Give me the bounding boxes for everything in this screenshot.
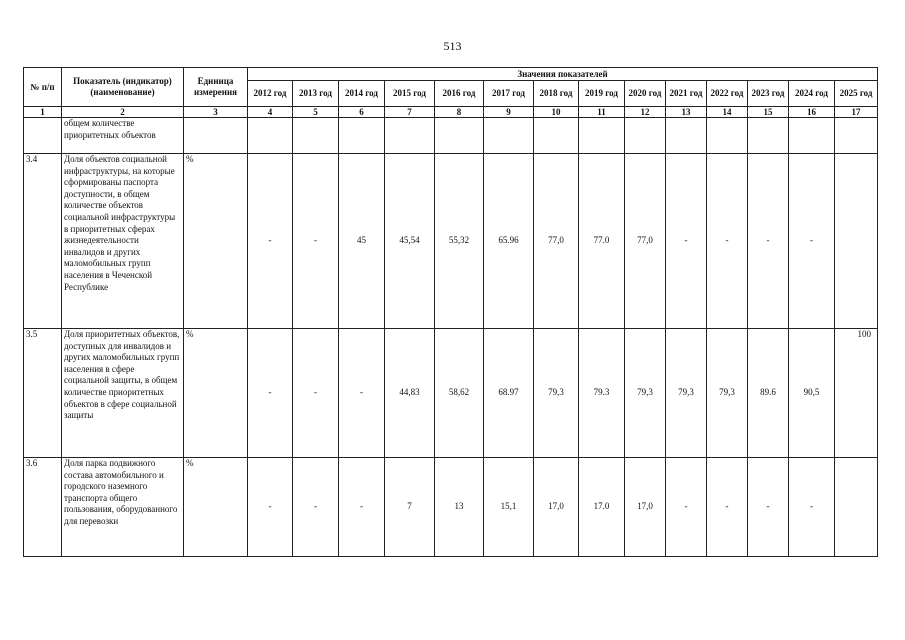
column-number: 12 — [625, 107, 666, 118]
value-cell: 89.6 — [748, 329, 789, 458]
header-year: 2018 год — [534, 81, 579, 107]
column-number: 17 — [835, 107, 878, 118]
indicator-name: общем количестве приоритетных объектов — [62, 118, 184, 154]
header-no: № п/п — [24, 68, 62, 107]
header-year: 2014 год — [339, 81, 385, 107]
value-cell — [835, 118, 878, 154]
value-cell: - — [248, 154, 293, 329]
value-cell: 7 — [385, 458, 435, 557]
header-year: 2019 год — [579, 81, 625, 107]
column-number: 11 — [579, 107, 625, 118]
column-number: 9 — [484, 107, 534, 118]
value-cell: - — [248, 329, 293, 458]
value-cell — [579, 118, 625, 154]
value-cell: 100 — [835, 329, 878, 458]
value-cell: - — [293, 154, 339, 329]
value-cell: 15,1 — [484, 458, 534, 557]
header-year: 2023 год — [748, 81, 789, 107]
table-row — [24, 458, 878, 557]
indicators-table — [23, 67, 878, 557]
row-number: 3.6 — [24, 458, 62, 557]
header-year: 2021 год — [666, 81, 707, 107]
value-cell: - — [666, 458, 707, 557]
column-number: 14 — [707, 107, 748, 118]
value-cell: 45,54 — [385, 154, 435, 329]
value-cell: 65.96 — [484, 154, 534, 329]
value-cell: - — [789, 154, 835, 329]
value-cell: 17,0 — [625, 458, 666, 557]
value-cell: - — [293, 458, 339, 557]
value-cell: 90,5 — [789, 329, 835, 458]
header-year: 2024 год — [789, 81, 835, 107]
value-cell: 55,32 — [435, 154, 484, 329]
header-year: 2017 год — [484, 81, 534, 107]
value-cell: - — [748, 458, 789, 557]
row-number: 3.4 — [24, 154, 62, 329]
column-number: 16 — [789, 107, 835, 118]
header-values-group: Значения показателей — [248, 68, 878, 81]
value-cell: 45 — [339, 154, 385, 329]
value-cell: - — [339, 458, 385, 557]
value-cell: 79,3 — [707, 329, 748, 458]
value-cell — [666, 118, 707, 154]
column-number: 8 — [435, 107, 484, 118]
header-unit: Единица измерения — [184, 68, 248, 107]
value-cell — [248, 118, 293, 154]
value-cell — [707, 118, 748, 154]
value-cell — [385, 118, 435, 154]
value-cell — [339, 118, 385, 154]
value-cell: 58,62 — [435, 329, 484, 458]
column-number: 13 — [666, 107, 707, 118]
row-number: 3.5 — [24, 329, 62, 458]
value-cell: - — [707, 154, 748, 329]
header-year: 2022 год — [707, 81, 748, 107]
value-cell — [484, 118, 534, 154]
unit-cell: % — [184, 458, 248, 557]
value-cell: - — [666, 154, 707, 329]
value-cell — [835, 458, 878, 557]
value-cell: 68.97 — [484, 329, 534, 458]
value-cell — [789, 118, 835, 154]
column-number: 10 — [534, 107, 579, 118]
header-year: 2013 год — [293, 81, 339, 107]
value-cell: 77,0 — [625, 154, 666, 329]
value-cell: 17.0 — [579, 458, 625, 557]
value-cell — [435, 118, 484, 154]
page-number: 513 — [443, 39, 462, 53]
value-cell: - — [339, 329, 385, 458]
value-cell: 13 — [435, 458, 484, 557]
column-number: 1 — [24, 107, 62, 118]
value-cell: 77.0 — [579, 154, 625, 329]
value-cell: 79,3 — [666, 329, 707, 458]
column-number: 4 — [248, 107, 293, 118]
column-number: 5 — [293, 107, 339, 118]
value-cell — [835, 154, 878, 329]
unit-cell: % — [184, 154, 248, 329]
value-cell: 77,0 — [534, 154, 579, 329]
value-cell: 17,0 — [534, 458, 579, 557]
value-cell — [748, 118, 789, 154]
column-number: 6 — [339, 107, 385, 118]
value-cell: 79,3 — [534, 329, 579, 458]
value-cell: - — [789, 458, 835, 557]
table-row — [24, 118, 878, 154]
value-cell — [293, 118, 339, 154]
header-year: 2020 год — [625, 81, 666, 107]
value-cell: 79,3 — [625, 329, 666, 458]
header-year: 2025 год — [835, 81, 878, 107]
indicator-name: Доля объектов социальной инфраструктуры, на которые сформированы паспорта доступности, в общем количестве объектов социальной инфраструктуры в приоритетных сферах жизнедеятельности инвалидов и других маломобильных групп населения в Чеченской Республике — [62, 154, 184, 329]
value-cell: - — [748, 154, 789, 329]
value-cell: - — [707, 458, 748, 557]
header-year: 2015 год — [385, 81, 435, 107]
value-cell — [534, 118, 579, 154]
header-year: 2016 год — [435, 81, 484, 107]
value-cell: - — [248, 458, 293, 557]
header-indicator: Показатель (индикатор) (наименование) — [62, 68, 184, 107]
indicator-name: Доля приоритетных объектов, доступных для инвалидов и других маломобильных групп населения в сфере социальной защиты, в общем количестве приоритетных объектов в сфере социальной защиты — [62, 329, 184, 458]
column-number: 15 — [748, 107, 789, 118]
unit-cell — [184, 118, 248, 154]
value-cell: 44,83 — [385, 329, 435, 458]
value-cell: 79.3 — [579, 329, 625, 458]
table-row — [24, 154, 878, 329]
column-number: 2 — [62, 107, 184, 118]
row-number — [24, 118, 62, 154]
column-number: 3 — [184, 107, 248, 118]
value-cell — [625, 118, 666, 154]
unit-cell: % — [184, 329, 248, 458]
indicator-name: Доля парка подвижного состава автомобильного и городского наземного транспорта общего пользования, оборудованного для перевозки — [62, 458, 184, 557]
value-cell: - — [293, 329, 339, 458]
header-year: 2012 год — [248, 81, 293, 107]
table-row — [24, 329, 878, 458]
column-number: 7 — [385, 107, 435, 118]
